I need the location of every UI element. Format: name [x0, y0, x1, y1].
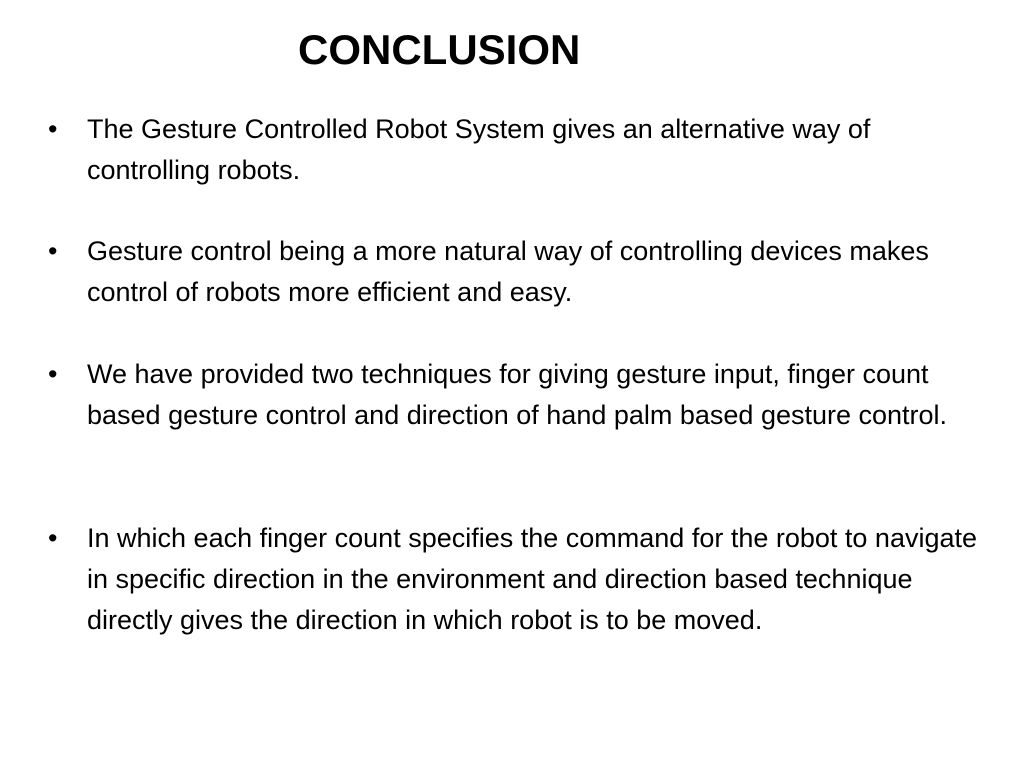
bullet-text: In which each finger count specifies the command for the robot to navigate in specific direction in the environment and direction based technique directly gives the direction in which robot is to be moved. [87, 523, 978, 635]
bullet-marker: • [48, 523, 58, 553]
bullet-text: Gesture control being a more natural way of controlling devices makes control of robots more efficient and easy. [87, 236, 929, 307]
bullet-text: We have provided two techniques for giving gesture input, finger count based gesture control and direction of hand palm based gesture control. [87, 359, 948, 430]
bullet-marker: • [48, 114, 58, 144]
bullet-marker: • [48, 236, 58, 266]
bullet-marker: • [48, 359, 58, 389]
slide-title: CONCLUSION [298, 26, 581, 73]
bullet-text: The Gesture Controlled Robot System gives an alternative way of controlling robots. [87, 114, 871, 185]
